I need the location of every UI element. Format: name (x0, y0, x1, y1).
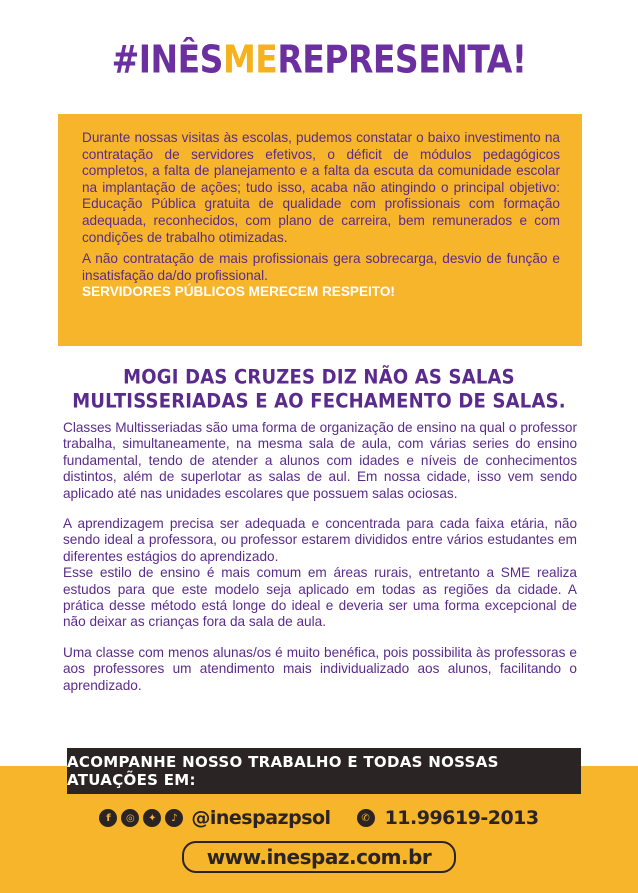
intro-slogan: SERVIDORES PÚBLICOS MERECEM RESPEITO! (82, 284, 395, 300)
instagram-icon[interactable]: ◎ (121, 809, 139, 827)
page-headline (0, 37, 638, 82)
social-row (0, 806, 638, 830)
headline-part-hashtag: #INÊS (111, 37, 223, 82)
intro-paragraph-2: A não contratação de mais profissionais gera sobrecarga, desvio de função e insatisfação da/do profissional. (82, 251, 560, 283)
website-link[interactable] (182, 841, 456, 873)
twitter-icon[interactable]: ✦ (143, 809, 161, 827)
body-paragraph-2: A aprendizagem precisa ser adequada e concentrada para cada faixa etária, não sendo ideal a professora, ou professor estarem divididos entre vários estudantes em diferentes estágios do aprendizado. (63, 516, 577, 564)
social-handle[interactable]: @inespazpsol (191, 807, 331, 829)
section-title-line-1: MOGI DAS CRUZES DIZ NÃO AS SALAS (123, 366, 515, 389)
intro-box (58, 114, 582, 346)
facebook-icon[interactable]: f (99, 809, 117, 827)
section-title-line-2: MULTISSERIADAS E AO FECHAMENTO DE SALAS. (72, 390, 566, 413)
section-title (0, 366, 638, 414)
phone-number[interactable]: 11.99619-2013 (384, 807, 539, 829)
body-paragraph-3: Esse estilo de ensino é mais comum em áreas rurais, entretanto a SME realiza estudos para que este modelo seja aplicado em todas as regiões da cidade. A prática desse método está longe do ideal e deveria ser uma forma excepcional de não deixar as crianças fora da sala de aula. (63, 565, 577, 630)
body-paragraph-1: Classes Multisseriadas são uma forma de organização de ensino na qual o professor trabalha, simultaneamente, na mesma sala de aula, com várias series do ensino fundamental, tendo de atender a alunos com idades e níveis de conhecimentos distintos, além de superlotar as salas de aul. Em nossa cidade, isso vem sendo aplicado até nas unidades escolares que possuem salas ociosas. (63, 420, 577, 501)
footer-banner-text: ACOMPANHE NOSSO TRABALHO E TODAS NOSSAS ATUAÇÕES EM: (67, 753, 499, 789)
body-text (63, 420, 577, 708)
intro-paragraph-1: Durante nossas visitas às escolas, pudemos constatar o baixo investimento na contratação de servidores efetivos, o déficit de módulos pedagógicos completos, a falta de planejamento e a falta da escuta da comunidade escolar na implantação de ações; tudo isso, acaba não atingindo o principal objetivo: Educação Pública gratuita de qualidade com profissionais com formação adequada, reconhecidos, com plano de carreira, bem remunerados e com condições de trabalho otimizadas. (82, 130, 560, 245)
body-paragraph-4: Uma classe com menos alunas/os é muito benéfica, pois possibilita às professoras e aos professores um atendimento mais individualizado aos alunos, facilitando o aprendizado. (63, 644, 577, 693)
headline-part-representa: REPRESENTA! (277, 37, 527, 82)
headline-part-me: ME (222, 37, 278, 82)
whatsapp-icon[interactable]: ✆ (357, 809, 375, 827)
footer-banner (67, 748, 581, 794)
tiktok-icon[interactable]: ♪ (165, 809, 183, 827)
website-text: www.inespaz.com.br (206, 845, 432, 869)
